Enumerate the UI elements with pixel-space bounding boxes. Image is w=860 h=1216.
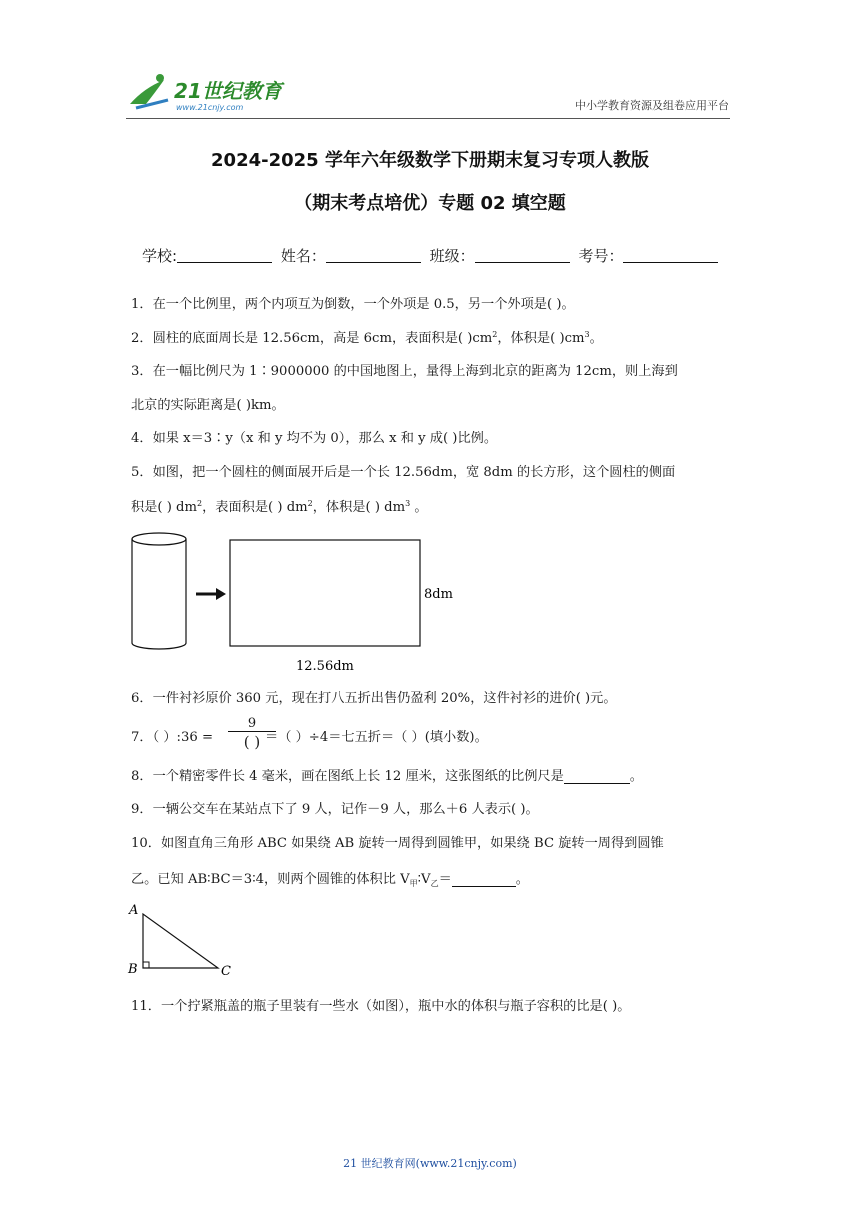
vertex-b-label: B: [128, 962, 138, 977]
svg-text:www.21cnjy.com: www.21cnjy.com: [176, 103, 244, 112]
question-5-line1: 5．如图，把一个圆柱的侧面展开后是一个长 12.56dm，宽 8dm 的长方形，这个圆柱的侧面: [131, 465, 676, 480]
question-3-line1: 3．在一幅比例尺为 1∶9000000 的中国地图上，量得上海到北京的距离为 12cm，则上海到: [131, 364, 678, 379]
question-7-fraction: 9 ( ): [228, 716, 276, 751]
question-11: 11．一个拧紧瓶盖的瓶子里装有一些水（如图），瓶中水的体积与瓶子容积的比是( )。: [131, 999, 631, 1014]
name-label: 姓名：: [280, 247, 326, 265]
cylinder-top: [132, 533, 186, 545]
page-title: 2024-2025 学年六年级数学下册期末复习专项人教版: [211, 150, 649, 171]
name-field[interactable]: [326, 248, 421, 263]
right-angle-mark: [143, 962, 149, 968]
number-field[interactable]: [623, 248, 718, 263]
right-triangle-figure: [126, 900, 246, 980]
cylinder-net-figure: [128, 530, 468, 678]
question-4: 4．如果 x＝3∶y（x 和 y 均不为 0），那么 x 和 y 成( )比例。: [131, 431, 498, 446]
student-info-row: [142, 245, 722, 266]
school-field[interactable]: [177, 248, 272, 263]
svg-text:21世纪教育: 21世纪教育: [174, 79, 282, 103]
school-label: 学校:: [142, 247, 178, 265]
question-9: 9．一辆公交车在某站点下了 9 人，记作－9 人，那么＋6 人表示( )。: [131, 802, 539, 817]
footer-link[interactable]: 21 世纪教育网(www.21cnjy.com): [343, 1157, 517, 1170]
vertex-a-label: A: [129, 903, 139, 918]
page-subtitle: （期末考点培优）专题 02 填空题: [294, 193, 566, 214]
question-3-line2: 北京的实际距离是( )km。: [131, 398, 285, 413]
class-label: 班级：: [429, 247, 475, 265]
question-1: 1．在一个比例里，两个内项互为倒数，一个外项是 0.5，另一个外项是( )。: [131, 297, 575, 312]
question-7: 7．（ ）:36 = ＝（ ）÷4＝七五折＝（ ）(填小数)。: [131, 730, 488, 745]
question-10-line2: 乙。已知 AB∶BC＝3∶4，则两个圆锥的体积比 $V_甲∶V_乙=$ 。: [131, 872, 529, 888]
cylinder-bottom: [132, 643, 186, 649]
question-8: 8．一个精密零件长 4 毫米，画在图纸上长 12 厘米，这张图纸的比例尺是 。: [131, 769, 643, 784]
question-2: 2．圆柱的底面周长是 12.56cm，高是 6cm，表面积是( )$cm^2$，体积是( )$cm^3$。: [131, 330, 603, 346]
question-5-line2: 积是( ) $dm^2$，表面积是( ) $dm^2$，体积是( ) $dm^3$ 。: [131, 499, 428, 515]
width-label: 8dm: [424, 587, 453, 602]
site-logo: [124, 70, 294, 114]
number-label: 考号：: [578, 247, 624, 265]
triangle-abc: [143, 914, 218, 968]
question-10-line1: 10．如图直角三角形 ABC 如果绕 AB 旋转一周得到圆锥甲，如果绕 BC 旋转一周得到圆锥: [131, 836, 664, 851]
unrolled-rectangle: [230, 540, 420, 646]
length-label: 12.56dm: [296, 659, 354, 674]
platform-tagline: 中小学教育资源及组卷应用平台: [575, 99, 729, 112]
vertex-c-label: C: [221, 964, 231, 979]
class-field[interactable]: [475, 248, 570, 263]
question-6: 6．一件衬衫原价 360 元，现在打八五折出售仍盈利 20%，这件衬衫的进价( )元。: [131, 691, 617, 706]
header-divider: [126, 118, 730, 119]
